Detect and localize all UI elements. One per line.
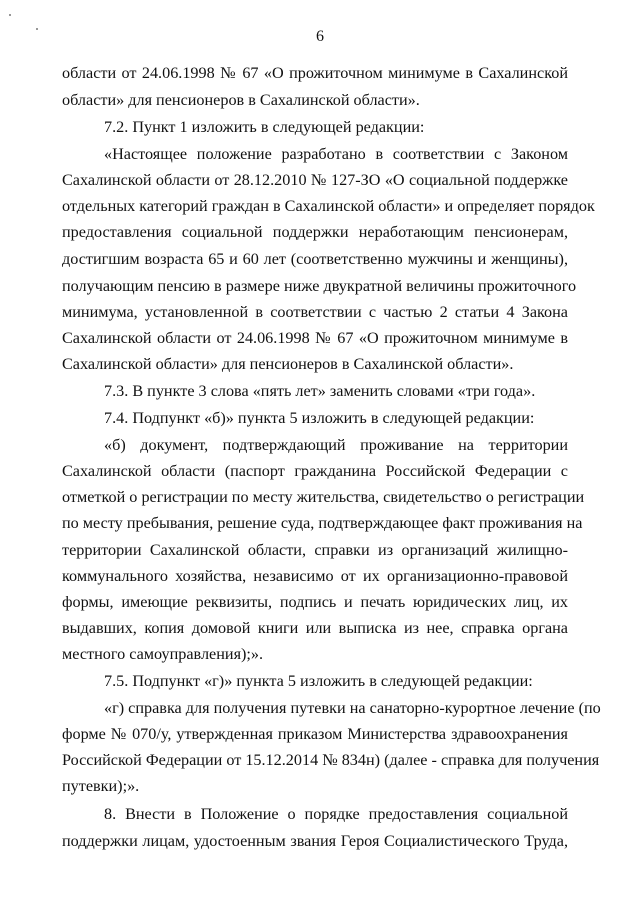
text-line: Российской Федерации от 15.12.2014 № 834н) (далее - справка для получения — [62, 751, 600, 769]
text-line: «б) документ, подтверждающий проживание на территории — [104, 436, 568, 454]
text-line: Сахалинской области от 28.12.2010 № 127-ЗО «О социальной поддержке — [62, 171, 568, 189]
text-line: 7.5. Подпункт «г)» пункта 5 изложить в следующей редакции: — [104, 672, 533, 690]
text-line: области от 24.06.1998 № 67 «О прожиточном минимуме в Сахалинской — [62, 64, 568, 82]
text-line: местного самоуправления);». — [62, 645, 264, 663]
text-line: выдавших, копия домовой книги или выписка из нее, справка органа — [62, 619, 568, 637]
text-line: 7.4. Подпункт «б)» пункта 5 изложить в следующей редакции: — [104, 409, 535, 427]
text-line: достигшим возраста 65 и 60 лет (соответственно мужчины и женщины), — [62, 250, 568, 268]
text-line: 7.2. Пункт 1 изложить в следующей редакции: — [104, 118, 425, 136]
text-line: отдельных категорий граждан в Сахалинской области» и определяет порядок — [62, 197, 595, 215]
text-line: Сахалинской области (паспорт гражданина Российской Федерации с — [62, 462, 568, 480]
text-line: коммунального хозяйства, независимо от их организационно-правовой — [62, 567, 568, 585]
scan-speck — [36, 28, 38, 30]
text-line: «г) справка для получения путевки на санаторно-курортное лечение (по — [104, 699, 601, 717]
text-line: предоставления социальной поддержки неработающим пенсионерам, — [62, 223, 568, 241]
text-line: 8. Внести в Положение о порядке предоставления социальной — [104, 805, 568, 823]
text-line: путевки);». — [62, 777, 140, 795]
text-line: формы, имеющие реквизиты, подпись и печать юридических лиц, их — [62, 593, 568, 611]
text-line: территории Сахалинской области, справки из организаций жилищно- — [62, 541, 568, 559]
text-line: минимума, установленной в соответствии с частью 2 статьи 4 Закона — [62, 303, 568, 321]
text-line: форме № 070/у, утвержденная приказом Министерства здравоохранения — [62, 725, 568, 743]
page-number: 6 — [316, 28, 324, 45]
text-line: поддержки лицам, удостоенным звания Героя Социалистического Труда, — [62, 832, 568, 850]
text-line: по месту пребывания, решение суда, подтверждающее факт проживания на — [62, 514, 583, 532]
text-line: получающим пенсию в размере ниже двукратной величины прожиточного — [62, 277, 577, 295]
text-line: отметкой о регистрации по месту жительства, свидетельство о регистрации — [62, 488, 585, 506]
text-line: Сахалинской области» для пенсионеров в Сахалинской области». — [62, 355, 514, 373]
text-line: 7.3. В пункте 3 слова «пять лет» заменить словами «три года». — [104, 382, 536, 400]
scan-speck — [9, 14, 11, 16]
text-line: Сахалинской области от 24.06.1998 № 67 «О прожиточном минимуме в — [62, 329, 568, 347]
text-line: «Настоящее положение разработано в соответствии с Законом — [104, 145, 568, 163]
text-line: области» для пенсионеров в Сахалинской области». — [62, 91, 420, 109]
